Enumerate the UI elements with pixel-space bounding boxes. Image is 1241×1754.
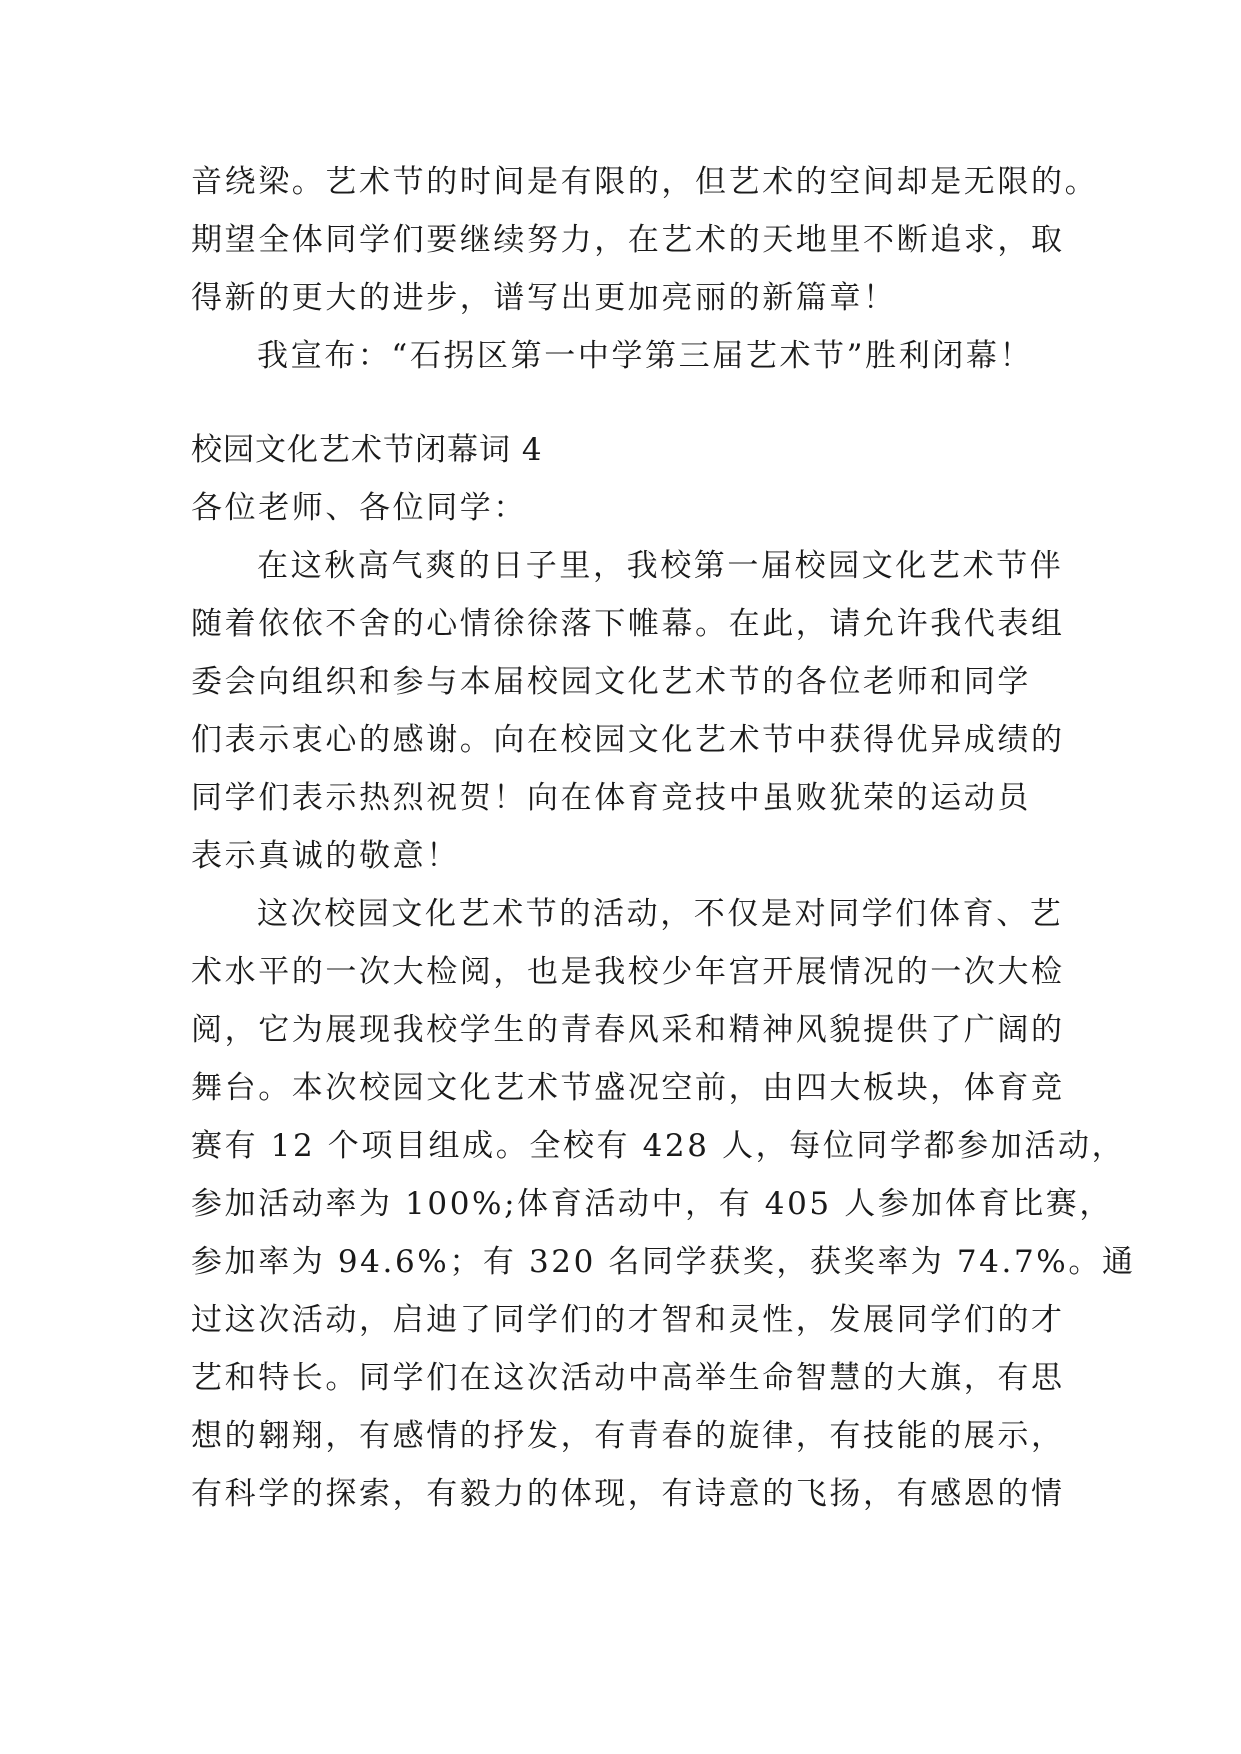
salutation: 各位老师、各位同学： (191, 490, 527, 526)
paragraph-2-line: 舞台。本次校园文化艺术节盛况空前，由四大板块，体育竞 (191, 1070, 1065, 1106)
paragraph-2-line: 赛有 12 个项目组成。全校有 428 人，每位同学都参加活动， (191, 1128, 1126, 1164)
paragraph-2-line: 艺和特长。同学们在这次活动中高举生命智慧的大旗，有思 (191, 1360, 1065, 1396)
paragraph-2-line: 过这次活动，启迪了同学们的才智和灵性，发展同学们的才 (191, 1302, 1065, 1338)
paragraph-2-line: 这次校园文化艺术节的活动，不仅是对同学们体育、艺 (257, 896, 1064, 932)
text-line: 得新的更大的进步，谱写出更加亮丽的新篇章！ (191, 280, 897, 316)
paragraph-1-line: 随着依依不舍的心情徐徐落下帷幕。在此，请允许我代表组 (191, 606, 1065, 642)
paragraph-1-line: 表示真诚的敬意！ (191, 838, 460, 874)
section-title: 校园文化艺术节闭幕词 4 (191, 432, 543, 468)
document-body (191, 153, 1136, 1523)
paragraph-1-line: 同学们表示热烈祝贺！向在体育竞技中虽败犹荣的运动员 (191, 780, 1031, 816)
paragraph-2-line: 有科学的探索，有毅力的体现，有诗意的飞扬，有感恩的情 (191, 1476, 1065, 1512)
paragraph-2-line: 参加活动率为 100%;体育活动中，有 405 人参加体育比赛， (191, 1186, 1113, 1222)
paragraph-2-line: 参加率为 94.6%；有 320 名同学获奖，获奖率为 74.7%。通 (191, 1244, 1136, 1280)
text-line: 音绕梁。艺术节的时间是有限的，但艺术的空间却是无限的。 (191, 164, 1099, 200)
paragraph-2-line: 阅，它为展现我校学生的青春风采和精神风貌提供了广阔的 (191, 1012, 1065, 1048)
paragraph-1-line: 在这秋高气爽的日子里，我校第一届校园文化艺术节伴 (257, 548, 1064, 584)
paragraph-2-line: 术水平的一次大检阅，也是我校少年宫开展情况的一次大检 (191, 954, 1065, 990)
announcement-line: 我宣布：“石拐区第一中学第三届艺术节”胜利闭幕！ (257, 338, 1034, 374)
text-line: 期望全体同学们要继续努力，在艺术的天地里不断追求，取 (191, 222, 1065, 258)
paragraph-1-line: 委会向组织和参与本届校园文化艺术节的各位老师和同学 (191, 664, 1031, 700)
paragraph-1-line: 们表示衷心的感谢。向在校园文化艺术节中获得优异成绩的 (191, 722, 1065, 758)
paragraph-2-line: 想的翱翔，有感情的抒发，有青春的旋律，有技能的展示， (191, 1418, 1065, 1454)
section-gap (191, 385, 1055, 421)
